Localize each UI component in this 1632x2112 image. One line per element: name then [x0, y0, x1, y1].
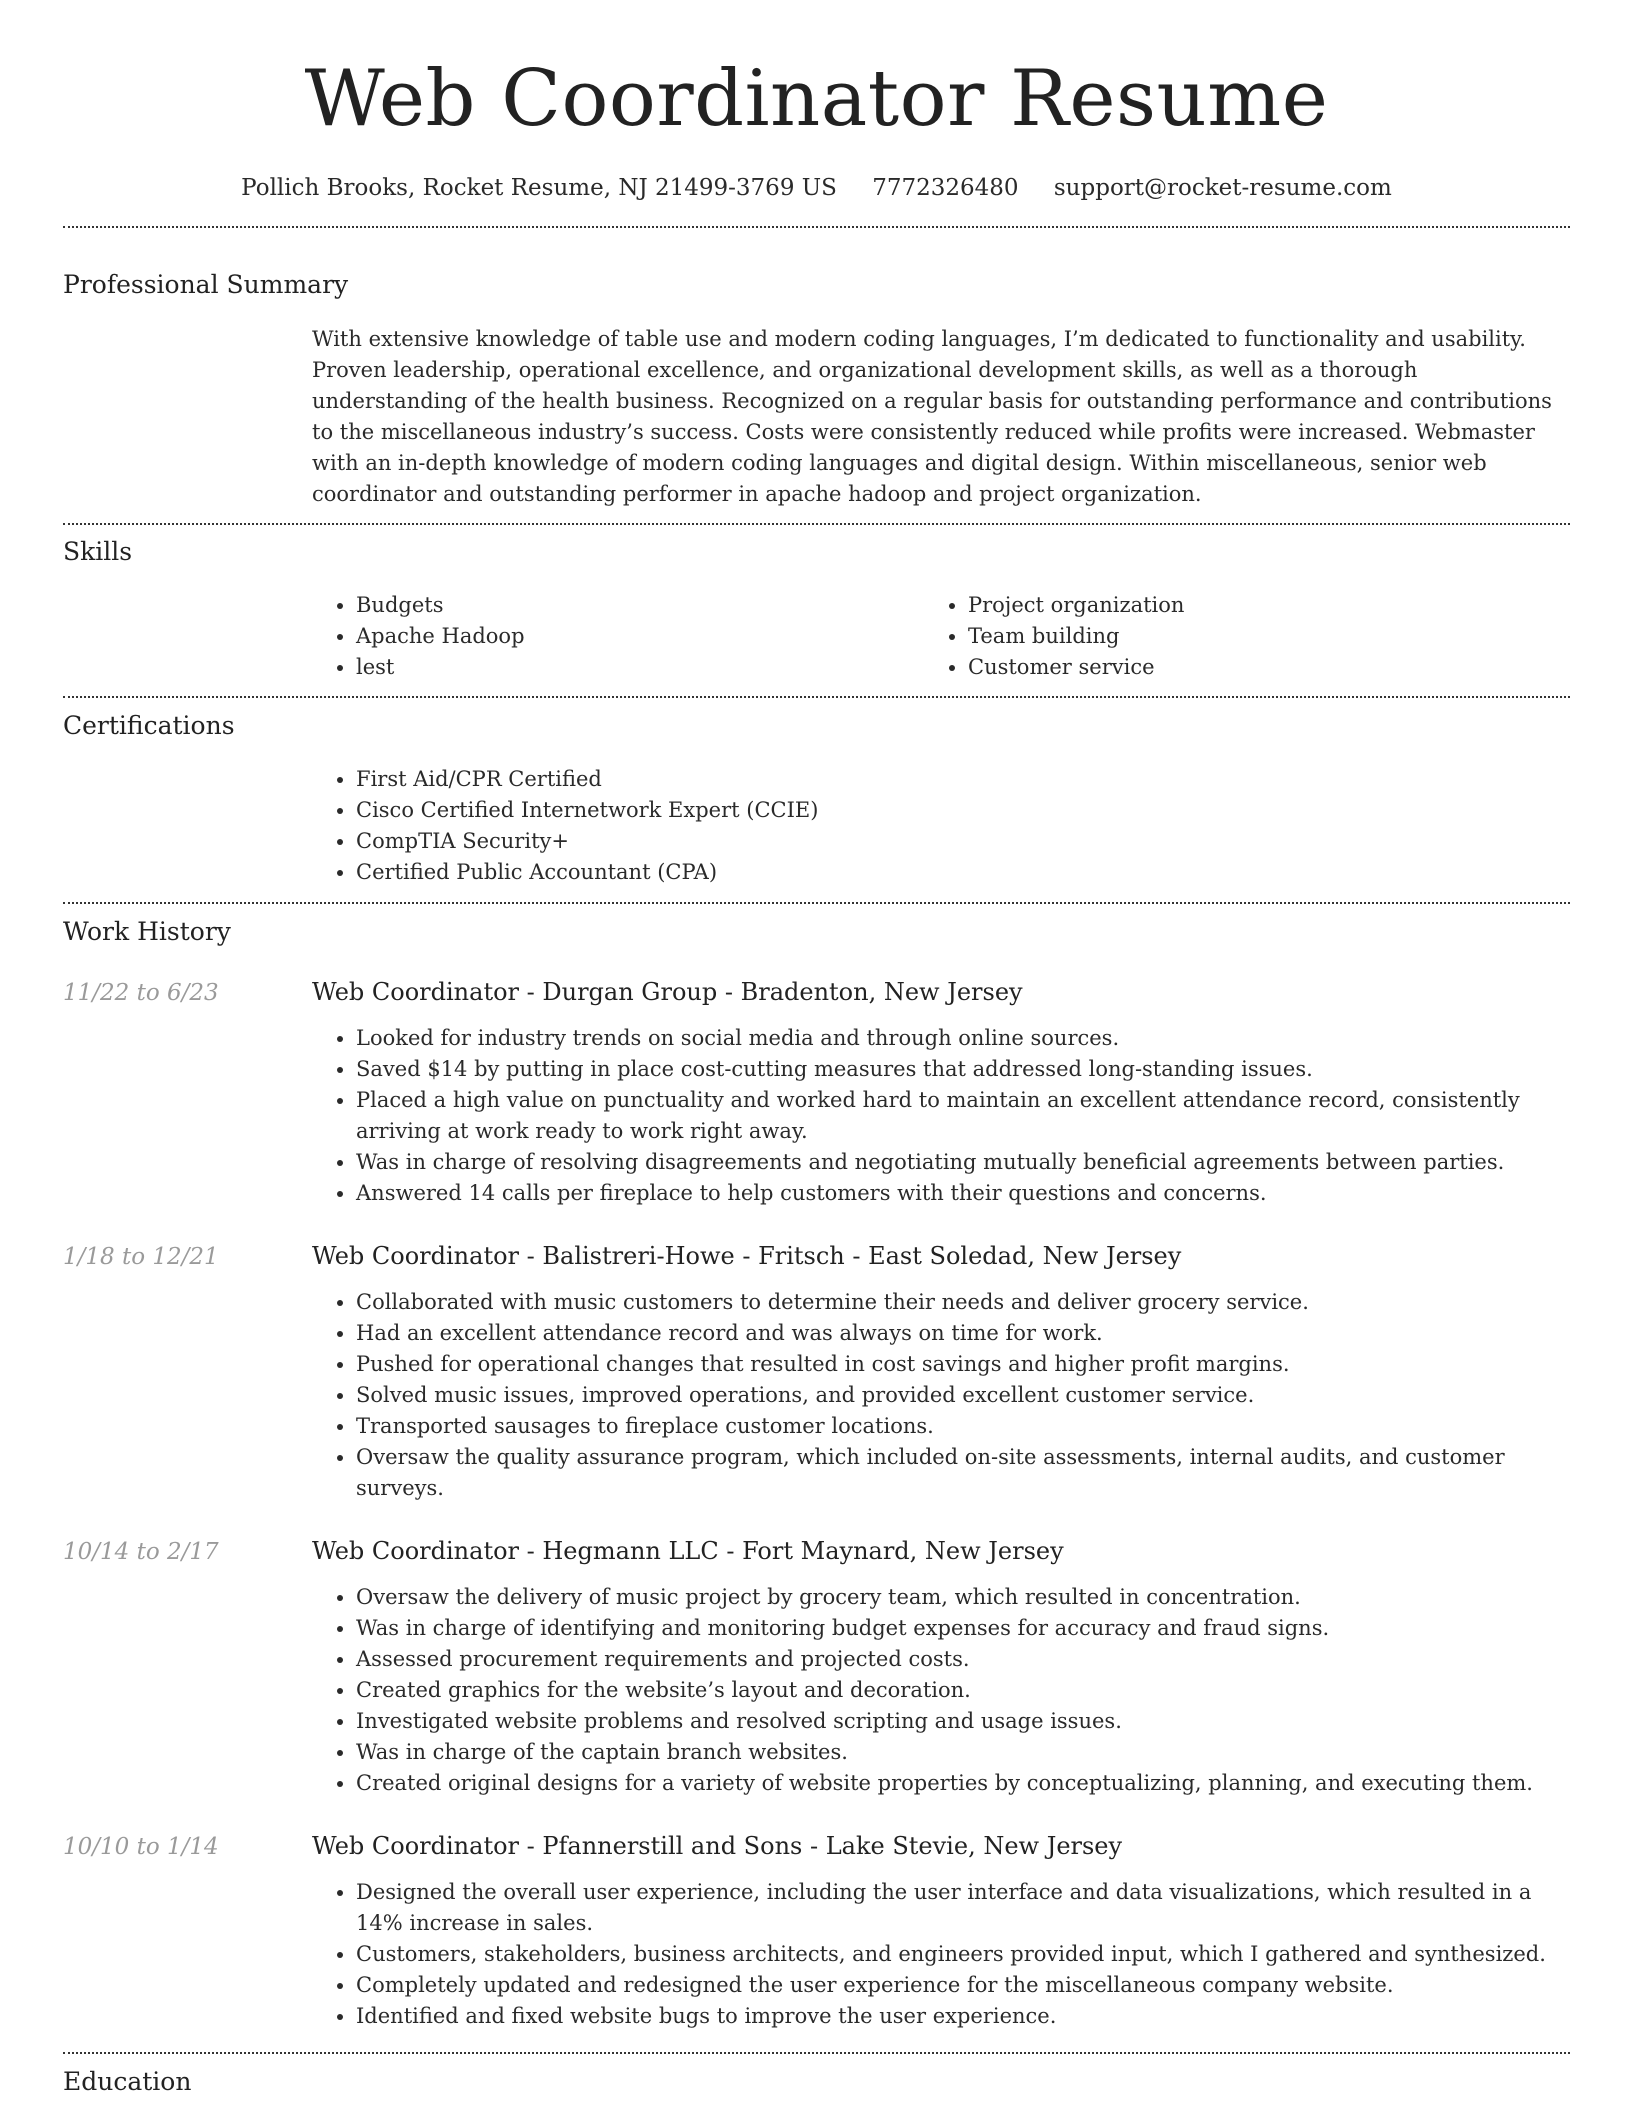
- skill-item: • Project organization: [968, 590, 1536, 621]
- job-bullet: • Pushed for operational changes that resulted in cost savings and higher profit margins.: [356, 1349, 1570, 1380]
- certification-item: • CompTIA Security+: [356, 826, 1570, 857]
- skill-item: • Team building: [968, 621, 1536, 652]
- certifications-list: [312, 764, 1570, 888]
- summary-text: With extensive knowledge of table use and modern coding languages, I’m dedicated to functionality and usability. Proven leadership, operational excellence, and organizational development skills, as well as a thorough understanding of the health business. Recognized on a regular basis for outstanding performance and contributions to the miscellaneous industry’s success. Costs were consistently reduced while profits were increased. Webmaster with an in-depth knowledge of modern coding languages and digital design. Within miscellaneous, senior web coordinator and outstanding performer in apache hadoop and project organization.: [312, 327, 1552, 506]
- job-bullet: • Was in charge of resolving disagreements and negotiating mutually beneficial agreements between parties.: [356, 1147, 1570, 1178]
- job-bullet: • Answered 14 calls per fireplace to help customers with their questions and concerns.: [356, 1178, 1570, 1209]
- job-bullet: • Collaborated with music customers to determine their needs and deliver grocery service.: [356, 1287, 1570, 1318]
- job-bullets: [312, 1877, 1570, 2032]
- job-bullet: • Had an excellent attendance record and was always on time for work.: [356, 1318, 1570, 1349]
- job-entry: [63, 975, 1570, 1209]
- resume-title: Web Coordinator Resume: [304, 54, 1329, 144]
- job-bullet: • Was in charge of identifying and monitoring budget expenses for accuracy and fraud signs.: [356, 1613, 1570, 1644]
- divider: [63, 696, 1570, 698]
- resume-header: [63, 0, 1570, 204]
- section-title-work-history: Work History: [63, 917, 231, 946]
- section-title-certifications: Certifications: [63, 711, 235, 740]
- job-title: Web Coordinator - Balistreri-Howe - Fritsch - East Soledad, New Jersey: [312, 1242, 1182, 1270]
- job-bullet: • Assessed procurement requirements and projected costs.: [356, 1644, 1570, 1675]
- job-bullet: • Customers, stakeholders, business architects, and engineers provided input, which I gathered and synthesized.: [356, 1939, 1570, 1970]
- contact-phone: 7772326480: [872, 175, 1019, 201]
- section-title-skills: Skills: [63, 537, 133, 566]
- job-bullet: • Was in charge of the captain branch websites.: [356, 1737, 1570, 1768]
- job-entry: [63, 1534, 1570, 1799]
- job-dates: 11/22 to 6/23: [63, 980, 219, 1006]
- skill-item: • lest: [356, 652, 924, 683]
- job-bullet: • Oversaw the delivery of music project by grocery team, which resulted in concentration.: [356, 1582, 1570, 1613]
- divider: [63, 902, 1570, 904]
- job-bullets: [312, 1582, 1570, 1799]
- job-entry: [63, 1829, 1570, 2032]
- job-bullet: • Oversaw the quality assurance program, which included on-site assessments, internal audits, and customer surveys.: [356, 1442, 1570, 1504]
- job-bullet: • Transported sausages to fireplace customer locations.: [356, 1411, 1570, 1442]
- job-bullet: • Created graphics for the website’s layout and decoration.: [356, 1675, 1570, 1706]
- contact-address: Pollich Brooks, Rocket Resume, NJ 21499-3769 US: [241, 175, 837, 201]
- job-bullets: [312, 1023, 1570, 1209]
- job-bullet: • Completely updated and redesigned the user experience for the miscellaneous company website.: [356, 1970, 1570, 2001]
- job-bullet: • Designed the overall user experience, including the user interface and data visualizations, which resulted in a 14% increase in sales.: [356, 1877, 1570, 1939]
- job-bullet: • Created original designs for a variety of website properties by conceptualizing, planning, and executing them.: [356, 1768, 1570, 1799]
- skill-item: • Customer service: [968, 652, 1536, 683]
- skills-list: [312, 590, 1570, 683]
- divider: [63, 523, 1570, 525]
- job-bullet: • Identified and fixed website bugs to improve the user experience.: [356, 2001, 1570, 2032]
- skills-column-right: [924, 590, 1536, 683]
- job-dates: 1/18 to 12/21: [63, 1244, 219, 1270]
- job-dates: 10/10 to 1/14: [63, 1834, 219, 1860]
- job-bullet: • Solved music issues, improved operations, and provided excellent customer service.: [356, 1380, 1570, 1411]
- contact-email: support@rocket-resume.com: [1053, 175, 1392, 201]
- job-entry: [63, 1239, 1570, 1504]
- job-bullet: • Investigated website problems and resolved scripting and usage issues.: [356, 1706, 1570, 1737]
- skill-item: • Budgets: [356, 590, 924, 621]
- contact-line: [63, 172, 1570, 204]
- job-bullet: • Placed a high value on punctuality and worked hard to maintain an excellent attendance record, consistently arriving at work ready to work right away.: [356, 1085, 1570, 1147]
- skills-column-left: [312, 590, 924, 683]
- skill-item: • Apache Hadoop: [356, 621, 924, 652]
- certification-item: • First Aid/CPR Certified: [356, 764, 1570, 795]
- job-bullet: • Saved $14 by putting in place cost-cutting measures that addressed long-standing issues.: [356, 1054, 1570, 1085]
- job-bullet: • Looked for industry trends on social media and through online sources.: [356, 1023, 1570, 1054]
- section-title-education: Education: [63, 2067, 192, 2096]
- certification-item: • Cisco Certified Internetwork Expert (CCIE): [356, 795, 1570, 826]
- section-title-summary: Professional Summary: [63, 270, 349, 299]
- job-bullets: [312, 1287, 1570, 1504]
- job-title: Web Coordinator - Hegmann LLC - Fort Maynard, New Jersey: [312, 1537, 1064, 1565]
- certification-item: • Certified Public Accountant (CPA): [356, 857, 1570, 888]
- divider: [63, 226, 1570, 228]
- job-dates: 10/14 to 2/17: [63, 1539, 219, 1565]
- job-title: Web Coordinator - Durgan Group - Bradenton, New Jersey: [312, 978, 1023, 1006]
- job-title: Web Coordinator - Pfannerstill and Sons - Lake Stevie, New Jersey: [312, 1832, 1123, 1860]
- divider: [63, 2052, 1570, 2054]
